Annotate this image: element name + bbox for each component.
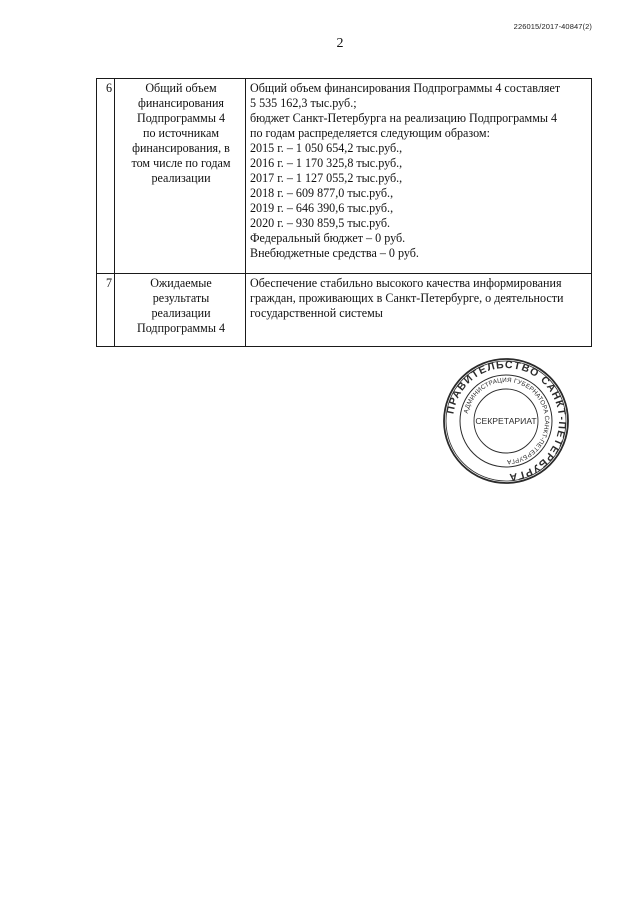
label-line: Подпрограммы 4 [136, 321, 226, 335]
label-line: результаты [152, 291, 210, 305]
content-line: 2017 г. – 1 127 055,2 тыс.руб., [250, 171, 403, 185]
label-line: том числе по годам [131, 156, 231, 170]
content-line: по годам распределяется следующим образом: [250, 126, 490, 140]
content-line: 2018 г. – 609 877,0 тыс.руб., [250, 186, 394, 200]
table-row [97, 274, 592, 347]
content-line: Внебюджетные средства – 0 руб. [250, 246, 419, 260]
content-line: Общий объем финансирования Подпрограммы 4 составляет [250, 81, 561, 95]
content-line: 2020 г. – 930 859,5 тыс.руб. [250, 216, 391, 230]
label-line: финансирования, в [132, 141, 230, 155]
row-content [246, 274, 592, 347]
row-number: 6 [97, 79, 115, 274]
page-number: 2 [336, 36, 344, 51]
content-line: Обеспечение стабильно высокого качества информирования [250, 276, 562, 290]
row-label [115, 274, 246, 347]
document-id: 226015/2017-40847(2) [513, 22, 592, 31]
stamp-seal-icon [442, 357, 570, 485]
content-line: 5 535 162,3 тыс.руб.; [250, 96, 357, 110]
label-line: Общий объем [145, 81, 217, 95]
content-line: государственной системы [250, 306, 383, 320]
label-line: реализации [151, 306, 211, 320]
label-line: Ожидаемые [150, 276, 212, 290]
content-line: 2019 г. – 646 390,6 тыс.руб., [250, 201, 394, 215]
row-number: 7 [97, 274, 115, 347]
content-line: граждан, проживающих в Санкт-Петербурге, о деятельности [250, 291, 564, 305]
label-line: по источникам [143, 126, 219, 140]
label-line: Подпрограммы 4 [136, 111, 226, 125]
content-line: бюджет Санкт-Петербурга на реализацию Подпрограммы 4 [250, 111, 558, 125]
label-line: финансирования [138, 96, 224, 110]
content-line: 2016 г. – 1 170 325,8 тыс.руб., [250, 156, 403, 170]
stamp-center-text: СЕКРЕТАРИАТ [475, 416, 537, 426]
row-label [115, 79, 246, 274]
content-line: Федеральный бюджет – 0 руб. [250, 231, 406, 245]
stamp-inner-text: АДМИНИСТРАЦИЯ ГУБЕРНАТОРА САНКТ-ПЕТЕРБУРГА [462, 376, 551, 466]
table-row [97, 79, 592, 274]
secretariat-stamp [442, 357, 570, 485]
content-line: 2015 г. – 1 050 654,2 тыс.руб., [250, 141, 403, 155]
row-content [246, 79, 592, 274]
stamp-outer-text: ПРАВИТЕЛЬСТВО САНКТ-ПЕТЕРБУРГА [444, 358, 569, 484]
passport-table [96, 78, 592, 347]
label-line: реализации [151, 171, 211, 185]
